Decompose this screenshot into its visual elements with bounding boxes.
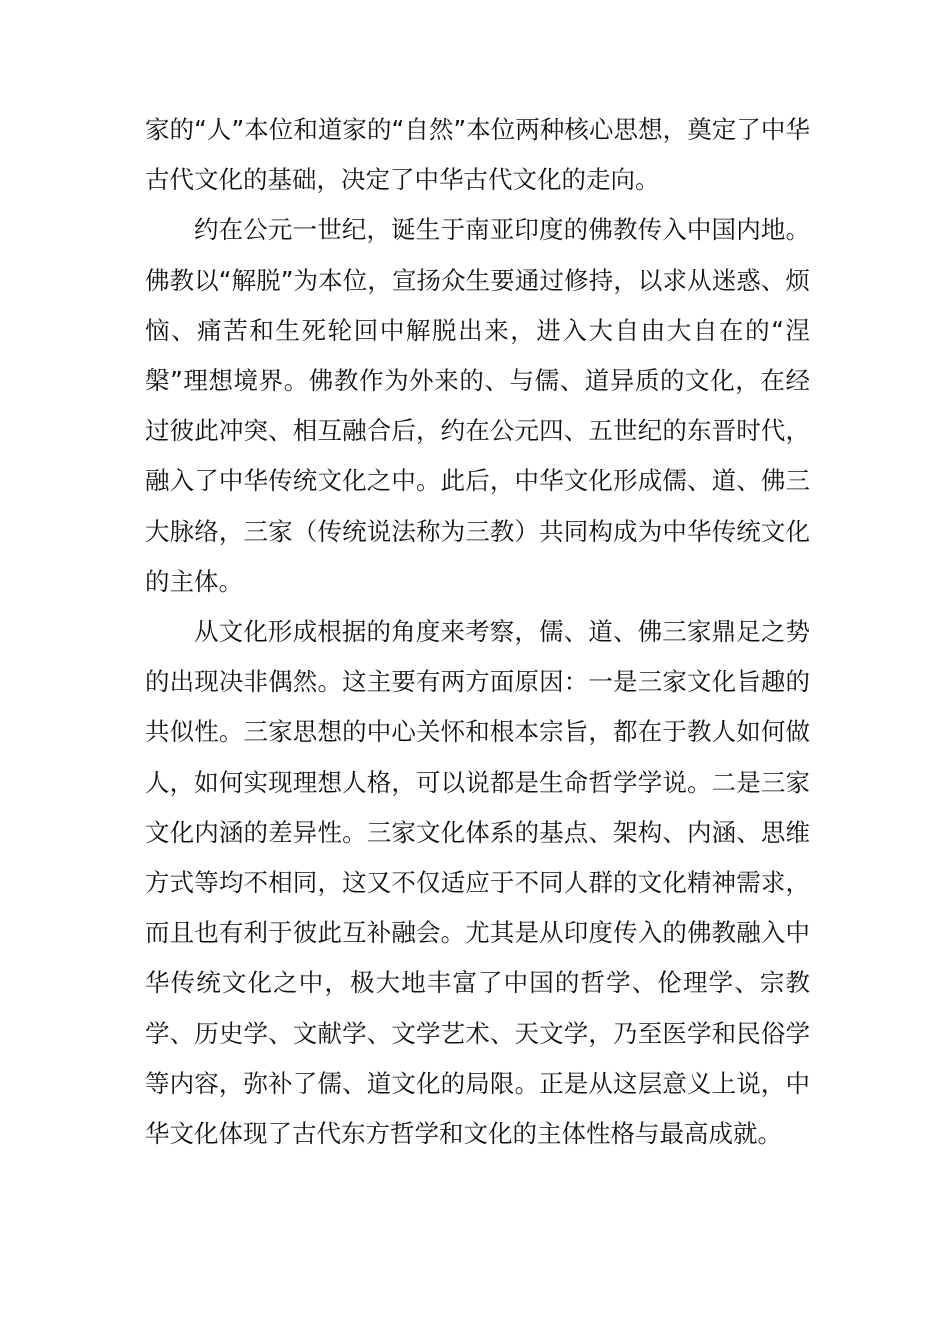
body-text — [145, 105, 810, 1159]
paragraph-three-schools: 从文化形成根据的角度来考察，儒、道、佛三家鼎足之势的出现决非偶然。这主要有两方面原因：一是三家文化旨趣的共似性。三家思想的中心关怀和根本宗旨，都在于教人如何做人，如何实现理想人格，可以说都是生命哲学学说。二是三家文化内涵的差异性。三家文化体系的基点、架构、内涵、思维方式等均不相同，这又不仅适应于不同人群的文化精神需求，而且也有利于彼此互补融会。尤其是从印度传入的佛教融入中华传统文化之中，极大地丰富了中国的哲学、伦理学、宗教学、历史学、文献学、文学艺术、天文学，乃至医学和民俗学等内容，弥补了儒、道文化的局限。正是从这层意义上说，中华文化体现了古代东方哲学和文化的主体性格与最高成就。 — [145, 617, 810, 1149]
paragraph-continued: 家的“人”本位和道家的“自然”本位两种核心思想，奠定了中华古代文化的基础，决定了中华古代文化的走向。 — [145, 115, 810, 195]
paragraph-buddhism-introduction: 约在公元一世纪，诞生于南亚印度的佛教传入中国内地。佛教以“解脱”为本位，宣扬众生要通过修持，以求从迷惑、烦恼、痛苦和生死轮回中解脱出来，进入大自由大自在的“涅槃”理想境界。佛教作为外来的、与儒、道异质的文化，在经过彼此冲突、相互融合后，约在公元四、五世纪的东晋时代，融入了中华传统文化之中。此后，中华文化形成儒、道、佛三大脉络，三家（传统说法称为三教）共同构成为中华传统文化的主体。 — [145, 215, 810, 596]
